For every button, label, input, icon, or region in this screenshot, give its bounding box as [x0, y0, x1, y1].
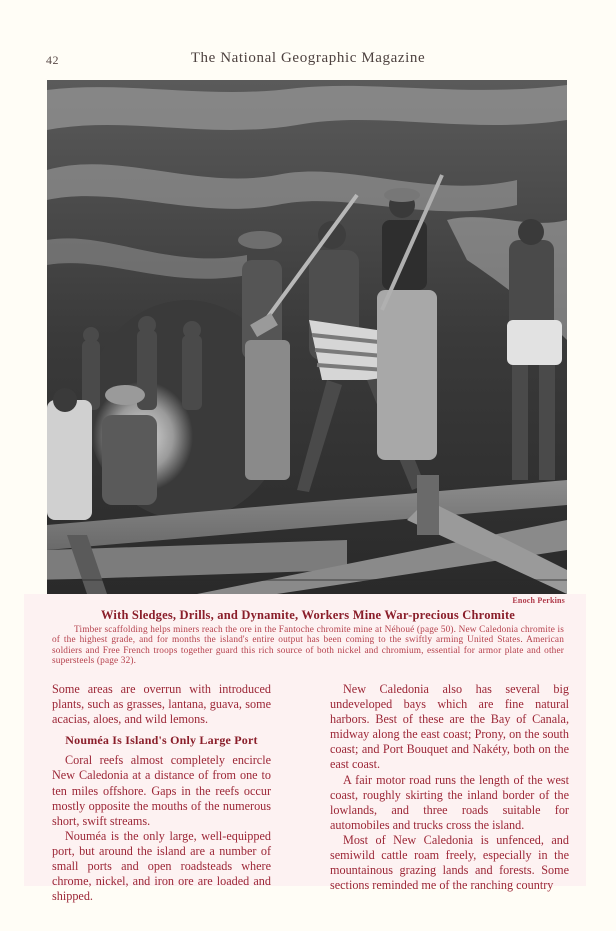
running-head: The National Geographic Magazine: [190, 50, 426, 66]
mine-photograph: [47, 80, 567, 594]
caption-title: With Sledges, Drills, and Dynamite, Workers Mine War-precious Chromite: [100, 608, 516, 622]
article-paragraph: Coral reefs almost completely encircle New Caledonia at a distance of from one to ten miles offshore. Gaps in the reefs occur mostly opposite the mouths of the numerous short, swift streams.: [52, 753, 271, 828]
article-paragraph: Some areas are overrun with introduced plants, such as grasses, lantana, guava, some acacias, aloes, and wild lemons.: [52, 682, 271, 727]
rock-stratum: [47, 85, 567, 130]
photo-credit: Enoch Perkins: [512, 596, 565, 605]
article-paragraph: Most of New Caledonia is unfenced, and semiwild cattle roam freely, especially in the mountainous grazing lands and forests. Some sections reminded me of the ranching country: [330, 832, 569, 893]
page-number: 42: [46, 53, 59, 67]
article-column-right: [330, 682, 569, 893]
photo-illustration: [47, 80, 567, 594]
article-paragraph: A fair motor road runs the length of the west coast, roughly skirting the inland border of the lowlands, and three roads suitable for automobiles and trucks cross the island.: [330, 772, 569, 832]
article-subheading: Nouméa Is Island's Only Large Port: [65, 733, 258, 748]
caption-body: Timber scaffolding helps miners reach the ore in the Fantoche chromite mine at Néhoué (page 50). New Caledonia chromite is of the highest grade, and for months the island's entire output has been coming to the swiftly arming United States. American soldiers and Free French troops together guard this rich source of both nickel and chromium, essential for armor plate and other supersteels (page 32).: [52, 625, 564, 666]
article-paragraph: New Caledonia also has several big undeveloped bays which are fine natural harbors. Best of these are the Bay of Canala, midway along the east coast; Prony, on the south coast; and Port Bouquet and Nakéty, both on the east coast.: [330, 682, 569, 772]
article-paragraph: Nouméa is the only large, well-equipped port, but around the island are a number of small ports and open roadsteads where chrome, nickel, and iron ore are loaded and shipped.: [52, 828, 271, 904]
article-column-left: [52, 682, 271, 904]
